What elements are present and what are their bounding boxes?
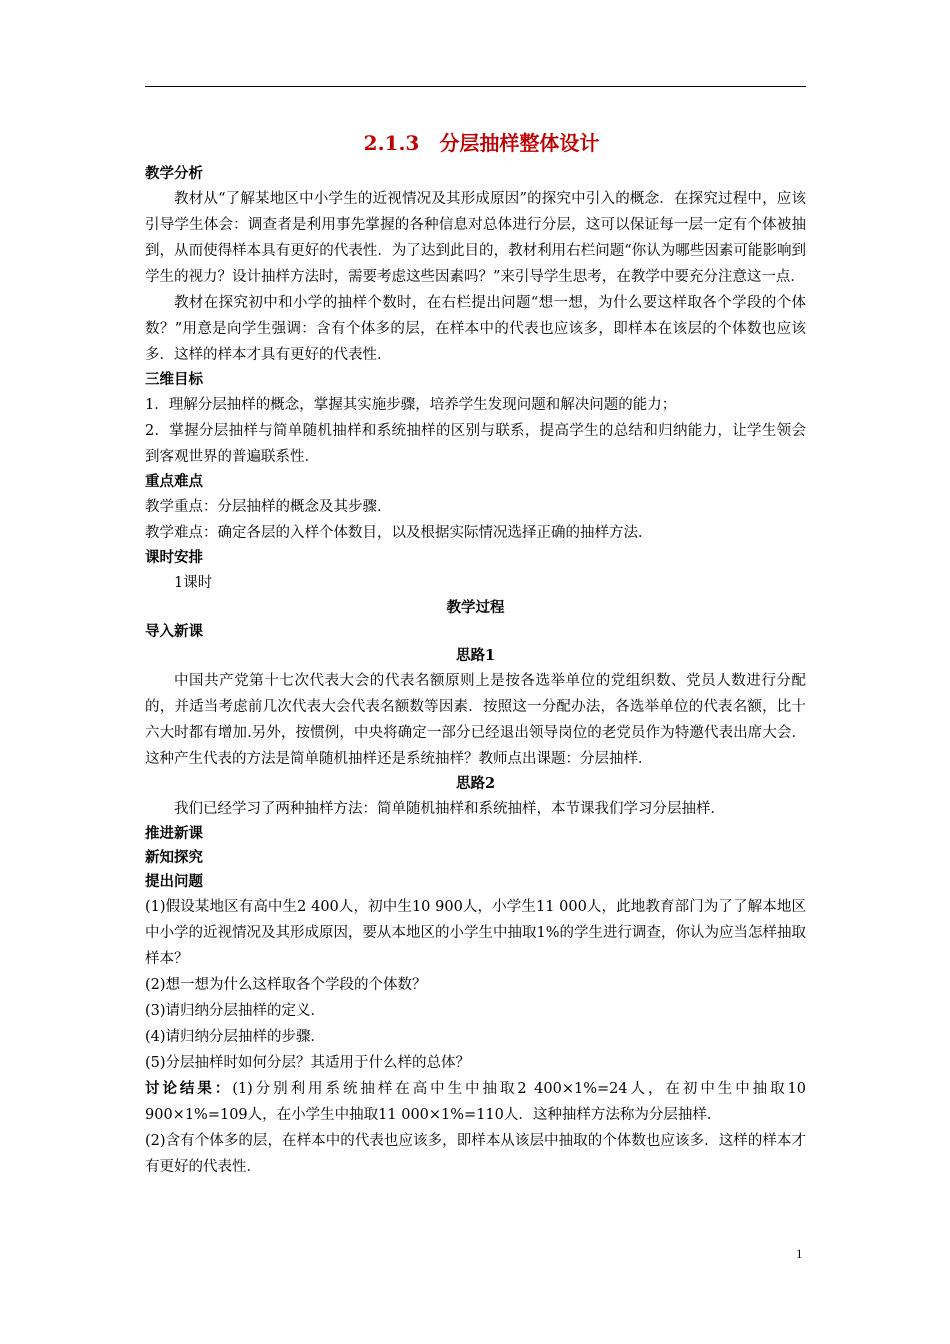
document-title: 2.1.3 分层抽样整体设计 — [363, 131, 600, 155]
difficult-point: 教学难点：确定各层的入样个体数目，以及根据实际情况选择正确的抽样方法． — [145, 525, 653, 541]
idea-1-heading: 思路1 — [455, 647, 496, 664]
section-heading-goals: 三维目标 — [145, 371, 203, 388]
question-4: (4)请归纳分层抽样的步骤． — [145, 1029, 326, 1045]
section-heading-process: 教学过程 — [446, 599, 505, 616]
discussion-label: 讨论结果： — [145, 1080, 233, 1097]
section-heading-advance: 推进新课 — [145, 825, 203, 842]
header-rule — [145, 86, 806, 87]
discussion-result-1 — [145, 1076, 806, 1128]
goal-item-2: 2．掌握分层抽样与简单随机抽样和系统抽样的区别与联系，提高学生的总结和归纳能力，让学生领会到客观世界的普遍联系性． — [145, 423, 806, 465]
schedule-value: 1课时 — [174, 575, 213, 591]
question-2: (2)想一想为什么这样取各个学段的个体数？ — [145, 977, 427, 993]
idea-2-text: 我们已经学习了两种抽样方法：简单随机抽样和系统抽样，本节课我们学习分层抽样． — [174, 801, 725, 817]
key-point: 教学重点：分层抽样的概念及其步骤． — [145, 499, 392, 515]
document-body — [145, 128, 806, 1180]
idea-2-heading: 思路2 — [455, 775, 496, 792]
section-heading-explore: 新知探究 — [145, 849, 203, 866]
discussion-text-1: (1)分别利用系统抽样在高中生中抽取2 400×1%=24人，在初中生中抽取10 900×1%=109人，在小学生中抽取11 000×1%=110人．这种抽样方法称为分层抽样． — [145, 1081, 806, 1123]
section-heading-intro: 导入新课 — [145, 623, 203, 640]
page-number: 1 — [796, 1246, 803, 1261]
question-1: (1)假设某地区有高中生2 400人，初中生10 900人，小学生11 000人，此地教育部门为了了解本地区中小学的近视情况及其形成原因，要从本地区的小学生中抽取1%的学生进行调查，你认为应当怎样抽取样本？ — [145, 899, 806, 967]
idea-1-text: 中国共产党第十七次代表大会的代表名额原则上是按各选举单位的党组织数、党员人数进行分配的，并适当考虑前几次代表大会代表名额数等因素．按照这一分配办法，各选举单位的代表名额，比十六大时都有增加.另外，按惯例，中央将确定一部分已经退出领导岗位的老党员作为特邀代表出席大会．这种产生代表的方法是简单随机抽样还是系统抽样？教师点出课题：分层抽样． — [145, 673, 806, 767]
goal-item-1: 1．理解分层抽样的概念，掌握其实施步骤，培养学生发现问题和解决问题的能力； — [145, 397, 677, 413]
question-5: (5)分层抽样时如何分层？其适用于什么样的总体？ — [145, 1055, 471, 1071]
discussion-result-2: (2)含有个体多的层，在样本中的代表也应该多，即样本从该层中抽取的个体数也应该多．这样的样本才有更好的代表性． — [145, 1133, 806, 1175]
section-heading-questions: 提出问题 — [145, 873, 203, 890]
paragraph-analysis-2: 教材在探究初中和小学的抽样个数时，在右栏提出问题“想一想，为什么要这样取各个学段的个体数？”用意是向学生强调：含有个体多的层，在样本中的代表也应该多，即样本在该层的个体数也应该多．这样的样本才具有更好的代表性． — [145, 295, 806, 363]
paragraph-analysis-1: 教材从“了解某地区中小学生的近视情况及其形成原因”的探究中引入的概念．在探究过程中，应该引导学生体会：调查者是利用事先掌握的各种信息对总体进行分层，这可以保证每一层一定有个体被抽到，从而使得样本具有更好的代表性．为了达到此目的，教材利用右栏问题“你认为哪些因素可能影响到学生的视力？设计抽样方法时，需要考虑这些因素吗？”来引导学生思考，在教学中要充分注意这一点． — [145, 191, 806, 285]
section-heading-key-points: 重点难点 — [145, 473, 203, 490]
section-heading-schedule: 课时安排 — [145, 549, 203, 566]
section-heading-analysis: 教学分析 — [145, 165, 203, 182]
question-3: (3)请归纳分层抽样的定义． — [145, 1003, 326, 1019]
